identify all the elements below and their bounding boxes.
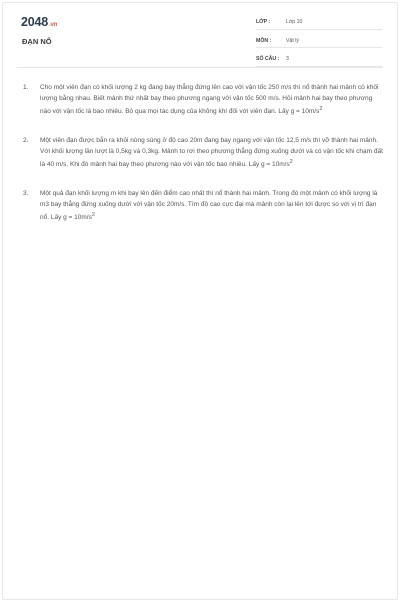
worksheet-title: ĐẠN NỔ xyxy=(22,37,52,46)
exponent: 2 xyxy=(319,106,323,112)
question-body: Một viên đạn được bắn ra khỏi nòng súng ở độ cao 20m đang bay ngang với vận tốc 12,5 m/s thì vỡ thành hai mảnh. Với khối lượng lần lượt là 0,5kg và 0,3kg. Mảnh to rơi theo phương thẳng đứng xuống dưới và có vận tốc khi chạm đất là 40 m/s. Khi đó mảnh hai bay theo phương nào với vận tốc bao nhiêu. Lấy g = 10m/s xyxy=(40,137,383,169)
worksheet-meta xyxy=(256,16,382,72)
question-list xyxy=(23,82,383,241)
logo-suffix-text: .vn xyxy=(49,22,58,28)
question-text xyxy=(40,135,383,170)
question-number: 3. xyxy=(23,190,29,198)
meta-label-subject: MÔN : xyxy=(256,37,272,44)
meta-row-question-count xyxy=(256,53,382,67)
meta-value-subject: Vật lý xyxy=(286,37,299,44)
question-item xyxy=(23,82,383,117)
question-text xyxy=(40,82,383,117)
meta-row-subject xyxy=(256,35,382,49)
question-number: 2. xyxy=(23,137,29,145)
worksheet-page xyxy=(2,2,398,600)
question-body: Cho một viên đạn có khối lượng 2 kg đang bay thẳng đứng lên cao với vận tốc 250 m/s thì nổ thành hai mảnh có khối lượng bằng nhau. Biết mảnh thứ nhất bay theo phương ngang với vận tốc 500 m/s. Hỏi mảnh hai bay theo phương nào với vận tốc là bao nhiêu. Bỏ qua mọi tác dụng của không khí đối với viên đạn. Lấy g = 10m/s xyxy=(40,84,379,116)
question-number: 1. xyxy=(23,84,29,91)
exponent: 2 xyxy=(91,212,95,219)
site-logo[interactable] xyxy=(21,15,57,29)
question-item xyxy=(23,188,383,223)
question-item xyxy=(23,135,383,170)
header-divider xyxy=(17,67,383,68)
meta-row-class xyxy=(256,16,382,30)
logo-main-text: 2048 xyxy=(21,15,49,29)
meta-value-class: Lớp 10 xyxy=(286,19,303,26)
meta-label-class: LỚP : xyxy=(256,19,271,26)
meta-label-question-count: SỐ CÂU : xyxy=(256,56,280,63)
question-text xyxy=(40,188,383,223)
question-body: Một quả đạn khối lượng m khi bay lên đến điểm cao nhất thì nổ thành hai mảnh. Trong đó một mảnh có khối lượng là m3 bay thẳng đứng xuống dưới với vận tốc 20m/s. Tìm độ cao cực đại mà mảnh còn lại lên tới được so với vị trí đạn nổ. Lấy g = 10m/s xyxy=(40,190,378,222)
exponent: 2 xyxy=(289,159,293,166)
meta-value-question-count: 3 xyxy=(286,56,289,63)
